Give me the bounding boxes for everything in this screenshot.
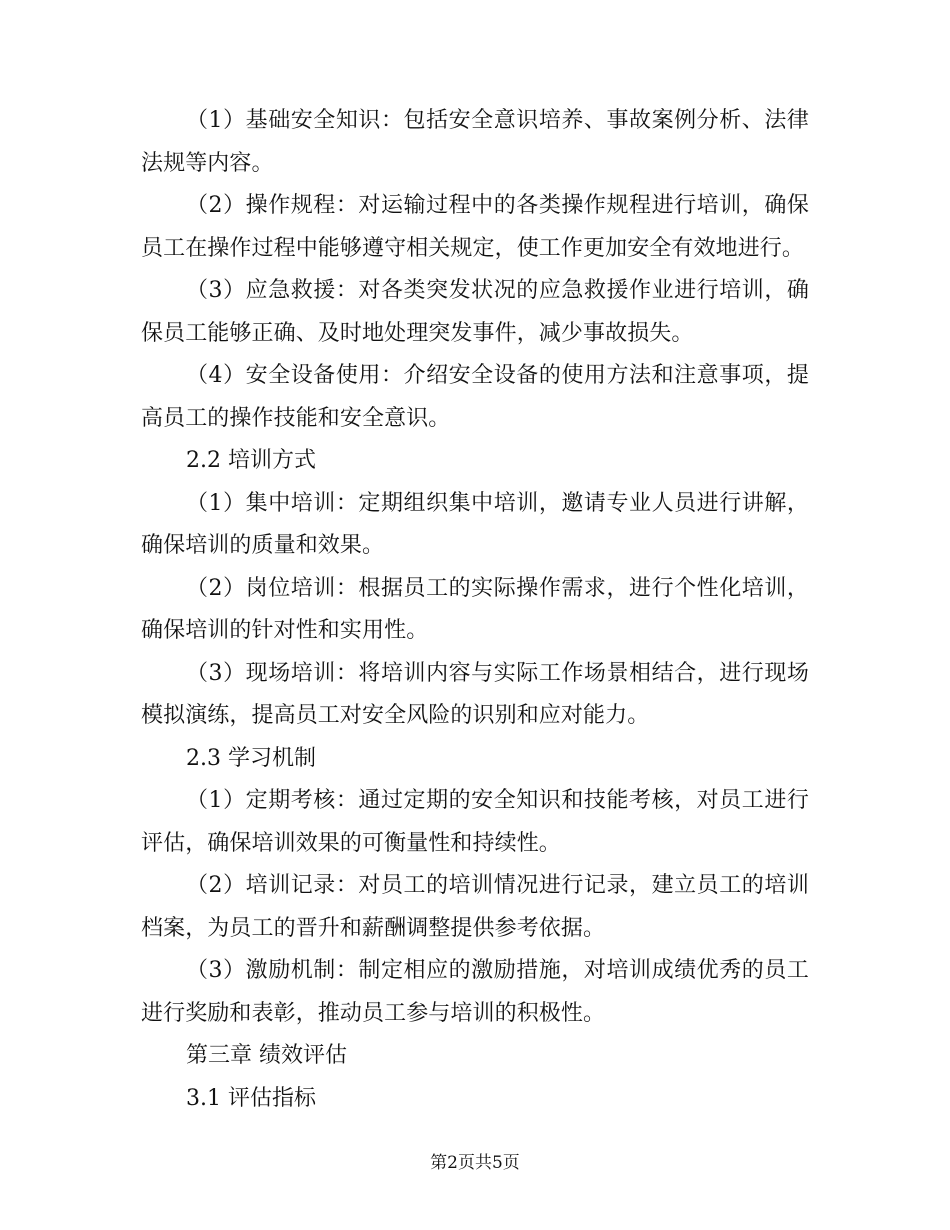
paragraph: （2）培训记录：对员工的培训情况进行记录，建立员工的培训档案，为员工的晋升和薪酬调整提供参考依据。 (141, 873, 809, 941)
paragraph: （2）操作规程：对运输过程中的各类操作规程进行培训，确保员工在操作过程中能够遵守相关规定，使工作更加安全有效地进行。 (141, 193, 809, 261)
document-body (141, 100, 809, 1120)
chapter-heading: 第三章 绩效评估 (186, 1043, 347, 1068)
paragraph: （3）激励机制：制定相应的激励措施，对培训成绩优秀的员工进行奖励和表彰，推动员工参与培训的积极性。 (141, 958, 809, 1026)
paragraph: （1）定期考核：通过定期的安全知识和技能考核，对员工进行评估，确保培训效果的可衡量性和持续性。 (141, 788, 809, 856)
page-number-footer: 第2页共5页 (430, 1153, 520, 1173)
paragraph: （3）应急救援：对各类突发状况的应急救援作业进行培训，确保员工能够正确、及时地处理突发事件，减少事故损失。 (141, 278, 809, 346)
paragraph: （4）安全设备使用：介绍安全设备的使用方法和注意事项，提高员工的操作技能和安全意识。 (141, 363, 809, 431)
paragraph: （1）基础安全知识：包括安全意识培养、事故案例分析、法律法规等内容。 (141, 108, 809, 176)
section-heading: 3.1 评估指标 (186, 1085, 316, 1111)
paragraph: （2）岗位培训：根据员工的实际操作需求，进行个性化培训，确保培训的针对性和实用性。 (141, 575, 809, 643)
paragraph: （1）集中培训：定期组织集中培训，邀请专业人员进行讲解，确保培训的质量和效果。 (141, 490, 809, 558)
section-heading: 2.2 培训方式 (186, 448, 316, 473)
section-heading: 2.3 学习机制 (186, 745, 316, 771)
paragraph: （3）现场培训：将培训内容与实际工作场景相结合，进行现场模拟演练，提高员工对安全风险的识别和应对能力。 (141, 660, 809, 728)
